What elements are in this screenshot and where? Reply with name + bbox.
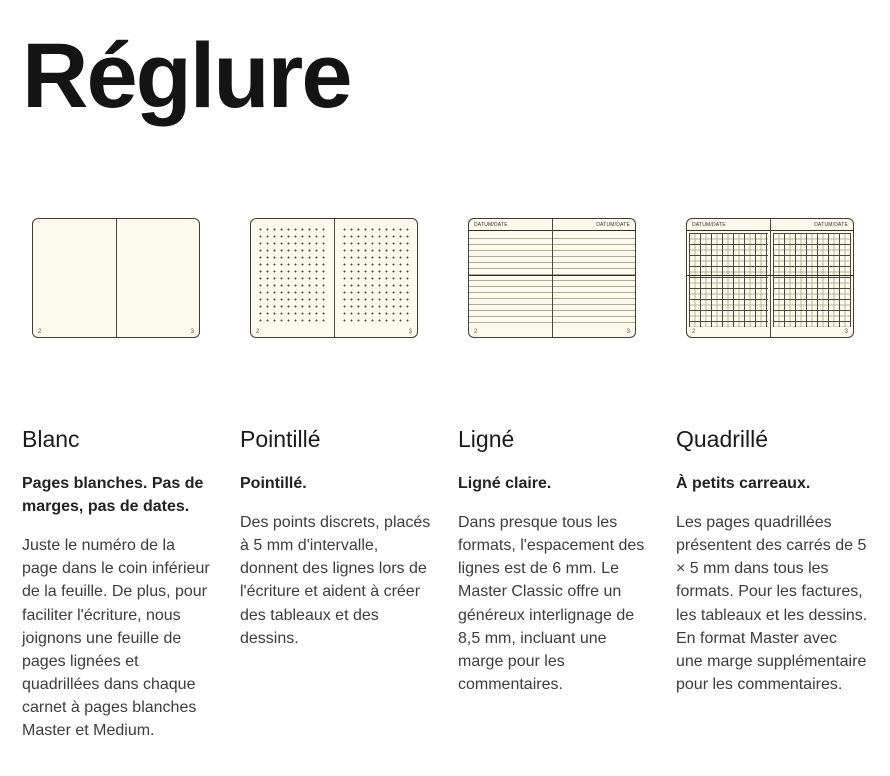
ruling-heading-pointille: Pointillé [240,426,321,452]
notebook-page-left [469,219,553,337]
page-number-right: 3 [626,329,630,335]
ruling-heading-quadrille: Quadrillé [676,426,769,452]
spread-divider-rule [687,275,853,276]
ruling-column-pointille [240,218,458,743]
page-number-left: 2 [256,329,260,335]
notebook-spread-dotted [250,218,418,338]
ruling-subtitle-quadrille: À petits carreaux. [676,474,811,492]
date-header-label: DATUM/DATE [469,219,552,231]
page-number-left: 2 [38,329,42,335]
page-title: Réglure [22,25,351,127]
ruling-heading-ligne: Ligné [458,426,515,452]
ruling-description-blanc: Juste le numéro de la page dans le coin inférieur de la feuille. De plus, pour faciliter l'écriture, nous joignons une feuille de pages lignées et quadrillées dans chaque carnet à pages blanches Master et Medium. [22,536,210,740]
notebook-spread-lined [468,218,636,338]
notebook-page-right [335,219,418,337]
page-number-right: 3 [190,329,194,335]
ruling-column-blanc [22,218,240,743]
ruling-subtitle-blanc: Pages blanches. Pas de marges, pas de dates. [22,474,204,515]
notebook-spread-blank [32,218,200,338]
page-number-right: 3 [844,329,848,335]
ruling-column-ligne [458,218,676,743]
notebook-page-left [33,219,117,337]
ruling-description-ligne: Dans presque tous les formats, l'espacement des lignes est de 6 mm. Le Master Classic offre un généreux interlignage de 8,5 mm, incluant une marge pour les commentaires. [458,513,645,694]
notebook-page-left [687,219,771,337]
ruling-description-quadrille: Les pages quadrillées présentent des carrés de 5 × 5 mm dans tous les formats. Pour les factures, les tableaux et les dessins. En format Master avec une marge supplémentaire pour les commentaires. [676,513,868,694]
ruling-subtitle-pointille: Pointillé. [240,474,307,492]
ruling-heading-blanc: Blanc [22,426,80,452]
spread-divider-rule [469,275,635,276]
ruling-description-pointille: Des points discrets, placés à 5 mm d'intervalle, donnent des lignes lors de l'écriture et aident à créer des tableaux et des dessins. [240,513,431,647]
date-header-label: DATUM/DATE [687,219,770,231]
ruling-subtitle-ligne: Ligné claire. [458,474,552,492]
page-number-left: 2 [474,329,478,335]
notebook-page-right [771,219,854,337]
ruling-columns [22,218,890,743]
page-number-left: 2 [692,329,696,335]
notebook-spread-grid [686,218,854,338]
notebook-page-right [553,219,636,337]
page-number-right: 3 [408,329,412,335]
date-header-label: DATUM/DATE [771,219,854,231]
notebook-page-left [251,219,335,337]
ruling-column-quadrille [676,218,890,743]
date-header-label: DATUM/DATE [553,219,636,231]
notebook-page-right [117,219,200,337]
